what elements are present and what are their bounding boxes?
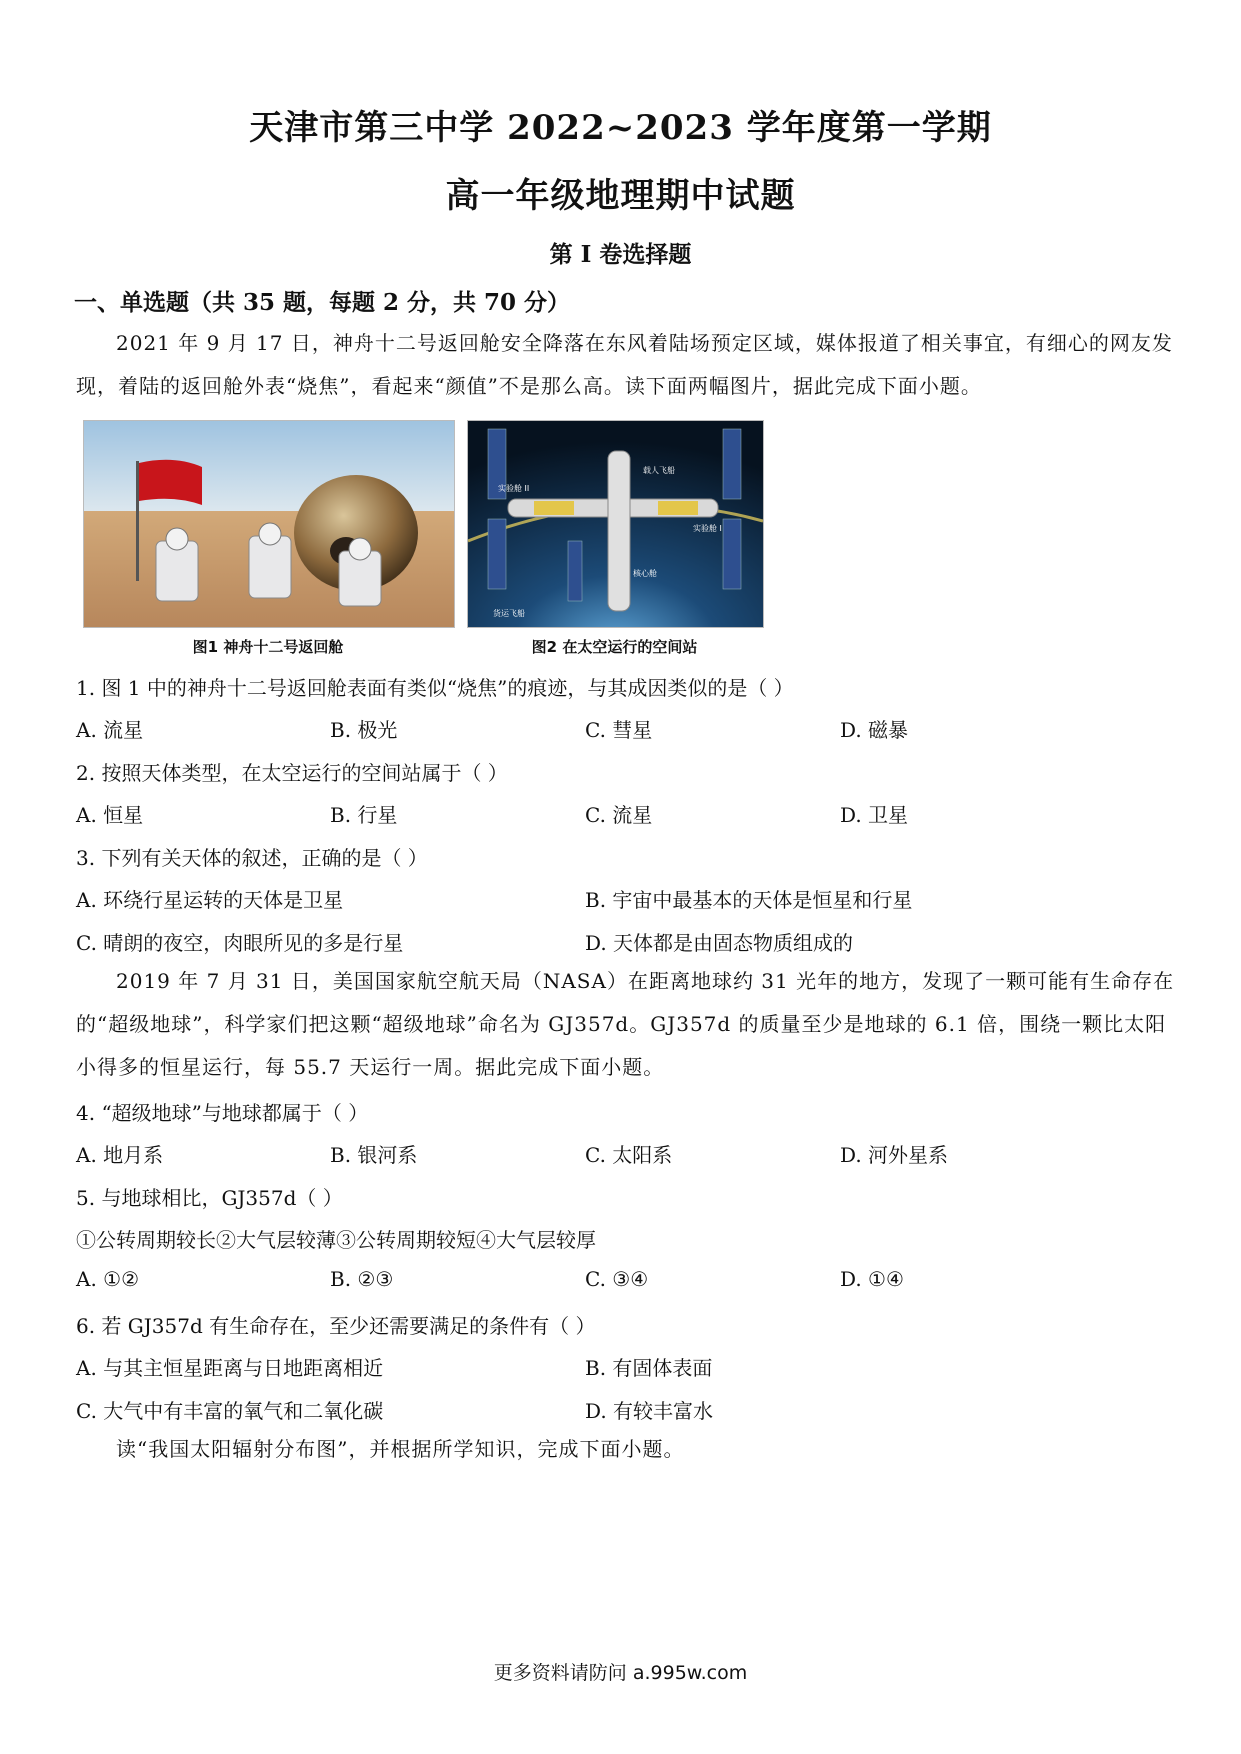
footer-link[interactable]: 更多资料请防问 a.995w.com	[493, 1662, 748, 1684]
question-6-stem: 6. 若 GJ357d 有生命存在，至少还需要满足的条件有（ ）	[76, 1314, 596, 1338]
q5-option-c: C. ③④	[585, 1267, 649, 1291]
label-cargo-ship: 货运飞船	[493, 609, 525, 618]
question-3-stem: 3. 下列有关天体的叙述，正确的是（ ）	[76, 846, 428, 870]
exam-title: 天津市第三中学 2022~2023 学年度第一学期	[249, 108, 992, 148]
q6-option-d: D. 有较丰富水	[585, 1399, 714, 1423]
q1-option-a: A. 流星	[76, 718, 144, 742]
question-5-substem: ①公转周期较长②大气层较薄③公转周期较短④大气层较厚	[76, 1228, 596, 1252]
q2-option-a: A. 恒星	[76, 803, 144, 827]
q4-option-c: C. 太阳系	[585, 1143, 673, 1167]
q2-option-d: D. 卫星	[840, 803, 909, 827]
volume-heading: 第 I 卷选择题	[549, 241, 692, 268]
q6-option-a: A. 与其主恒星距离与日地距离相近	[76, 1356, 384, 1380]
space-station-illustration	[468, 421, 763, 627]
q2-option-c: C. 流星	[585, 803, 653, 827]
q2-option-b: B. 行星	[330, 803, 398, 827]
q4-option-d: D. 河外星系	[840, 1143, 949, 1167]
q3-option-c: C. 晴朗的夜空，肉眼所见的多是行星	[76, 931, 404, 955]
q4-option-b: B. 银河系	[330, 1143, 418, 1167]
q3-option-b: B. 宇宙中最基本的天体是恒星和行星	[585, 888, 913, 912]
question-2-stem: 2. 按照天体类型，在太空运行的空间站属于（ ）	[76, 761, 508, 785]
figure-2-photo	[467, 420, 764, 628]
passage-1: 2021 年 9 月 17 日，神舟十二号返回舱安全降落在东风着陆场预定区域，媒体报道了相关事宜，有细心的网友发现，着陆的返回舱外表“烧焦”，看起来“颜值”不是那么高。读下面两幅图片，据此完成下面小题。	[76, 331, 1173, 398]
passage-3: 读“我国太阳辐射分布图”，并根据所学知识，完成下面小题。	[116, 1437, 685, 1461]
q5-option-a: A. ①②	[76, 1267, 140, 1291]
passage-2: 2019 年 7 月 31 日，美国国家航空航天局（NASA）在距离地球约 31 光年的地方，发现了一颗可能有生命存在的“超级地球”，科学家们把这颗“超级地球”命名为 GJ357d。GJ357d 的质量至少是地球的 6.1 倍，围绕一颗比太阳小得多的恒星运行，每 55.7 天运行一周。据此完成下面小题。	[76, 969, 1175, 1079]
question-1-stem: 1. 图 1 中的神舟十二号返回舱表面有类似“烧焦”的痕迹，与其成因类似的是（ ）	[76, 676, 794, 700]
q5-option-b: B. ②③	[330, 1267, 394, 1291]
q6-option-c: C. 大气中有丰富的氧气和二氧化碳	[76, 1399, 384, 1423]
q1-option-d: D. 磁暴	[840, 718, 909, 742]
label-crew-ship: 载人飞船	[643, 466, 675, 475]
capsule-landing-illustration	[84, 421, 454, 627]
question-5-stem: 5. 与地球相比，GJ357d（ ）	[76, 1186, 343, 1210]
label-lab-module-1: 实验舱 I	[693, 524, 722, 533]
figure-1-photo	[83, 420, 455, 628]
label-core-module: 核心舱	[633, 569, 657, 578]
figure-1-caption: 图1 神舟十二号返回舱	[192, 638, 344, 656]
q1-option-c: C. 彗星	[585, 718, 653, 742]
section-heading: 一、单选题（共 35 题，每题 2 分，共 70 分）	[74, 289, 571, 316]
q1-option-b: B. 极光	[330, 718, 398, 742]
label-lab-module-2: 实验舱 II	[498, 484, 530, 493]
q3-option-d: D. 天体都是由固态物质组成的	[585, 931, 854, 955]
question-4-stem: 4. “超级地球”与地球都属于（ ）	[76, 1101, 369, 1125]
exam-subtitle: 高一年级地理期中试题	[445, 176, 796, 216]
figure-2-caption: 图2 在太空运行的空间站	[531, 638, 698, 656]
q5-option-d: D. ①④	[840, 1267, 904, 1291]
q4-option-a: A. 地月系	[76, 1143, 164, 1167]
q6-option-b: B. 有固体表面	[585, 1356, 713, 1380]
q3-option-a: A. 环绕行星运转的天体是卫星	[76, 888, 344, 912]
